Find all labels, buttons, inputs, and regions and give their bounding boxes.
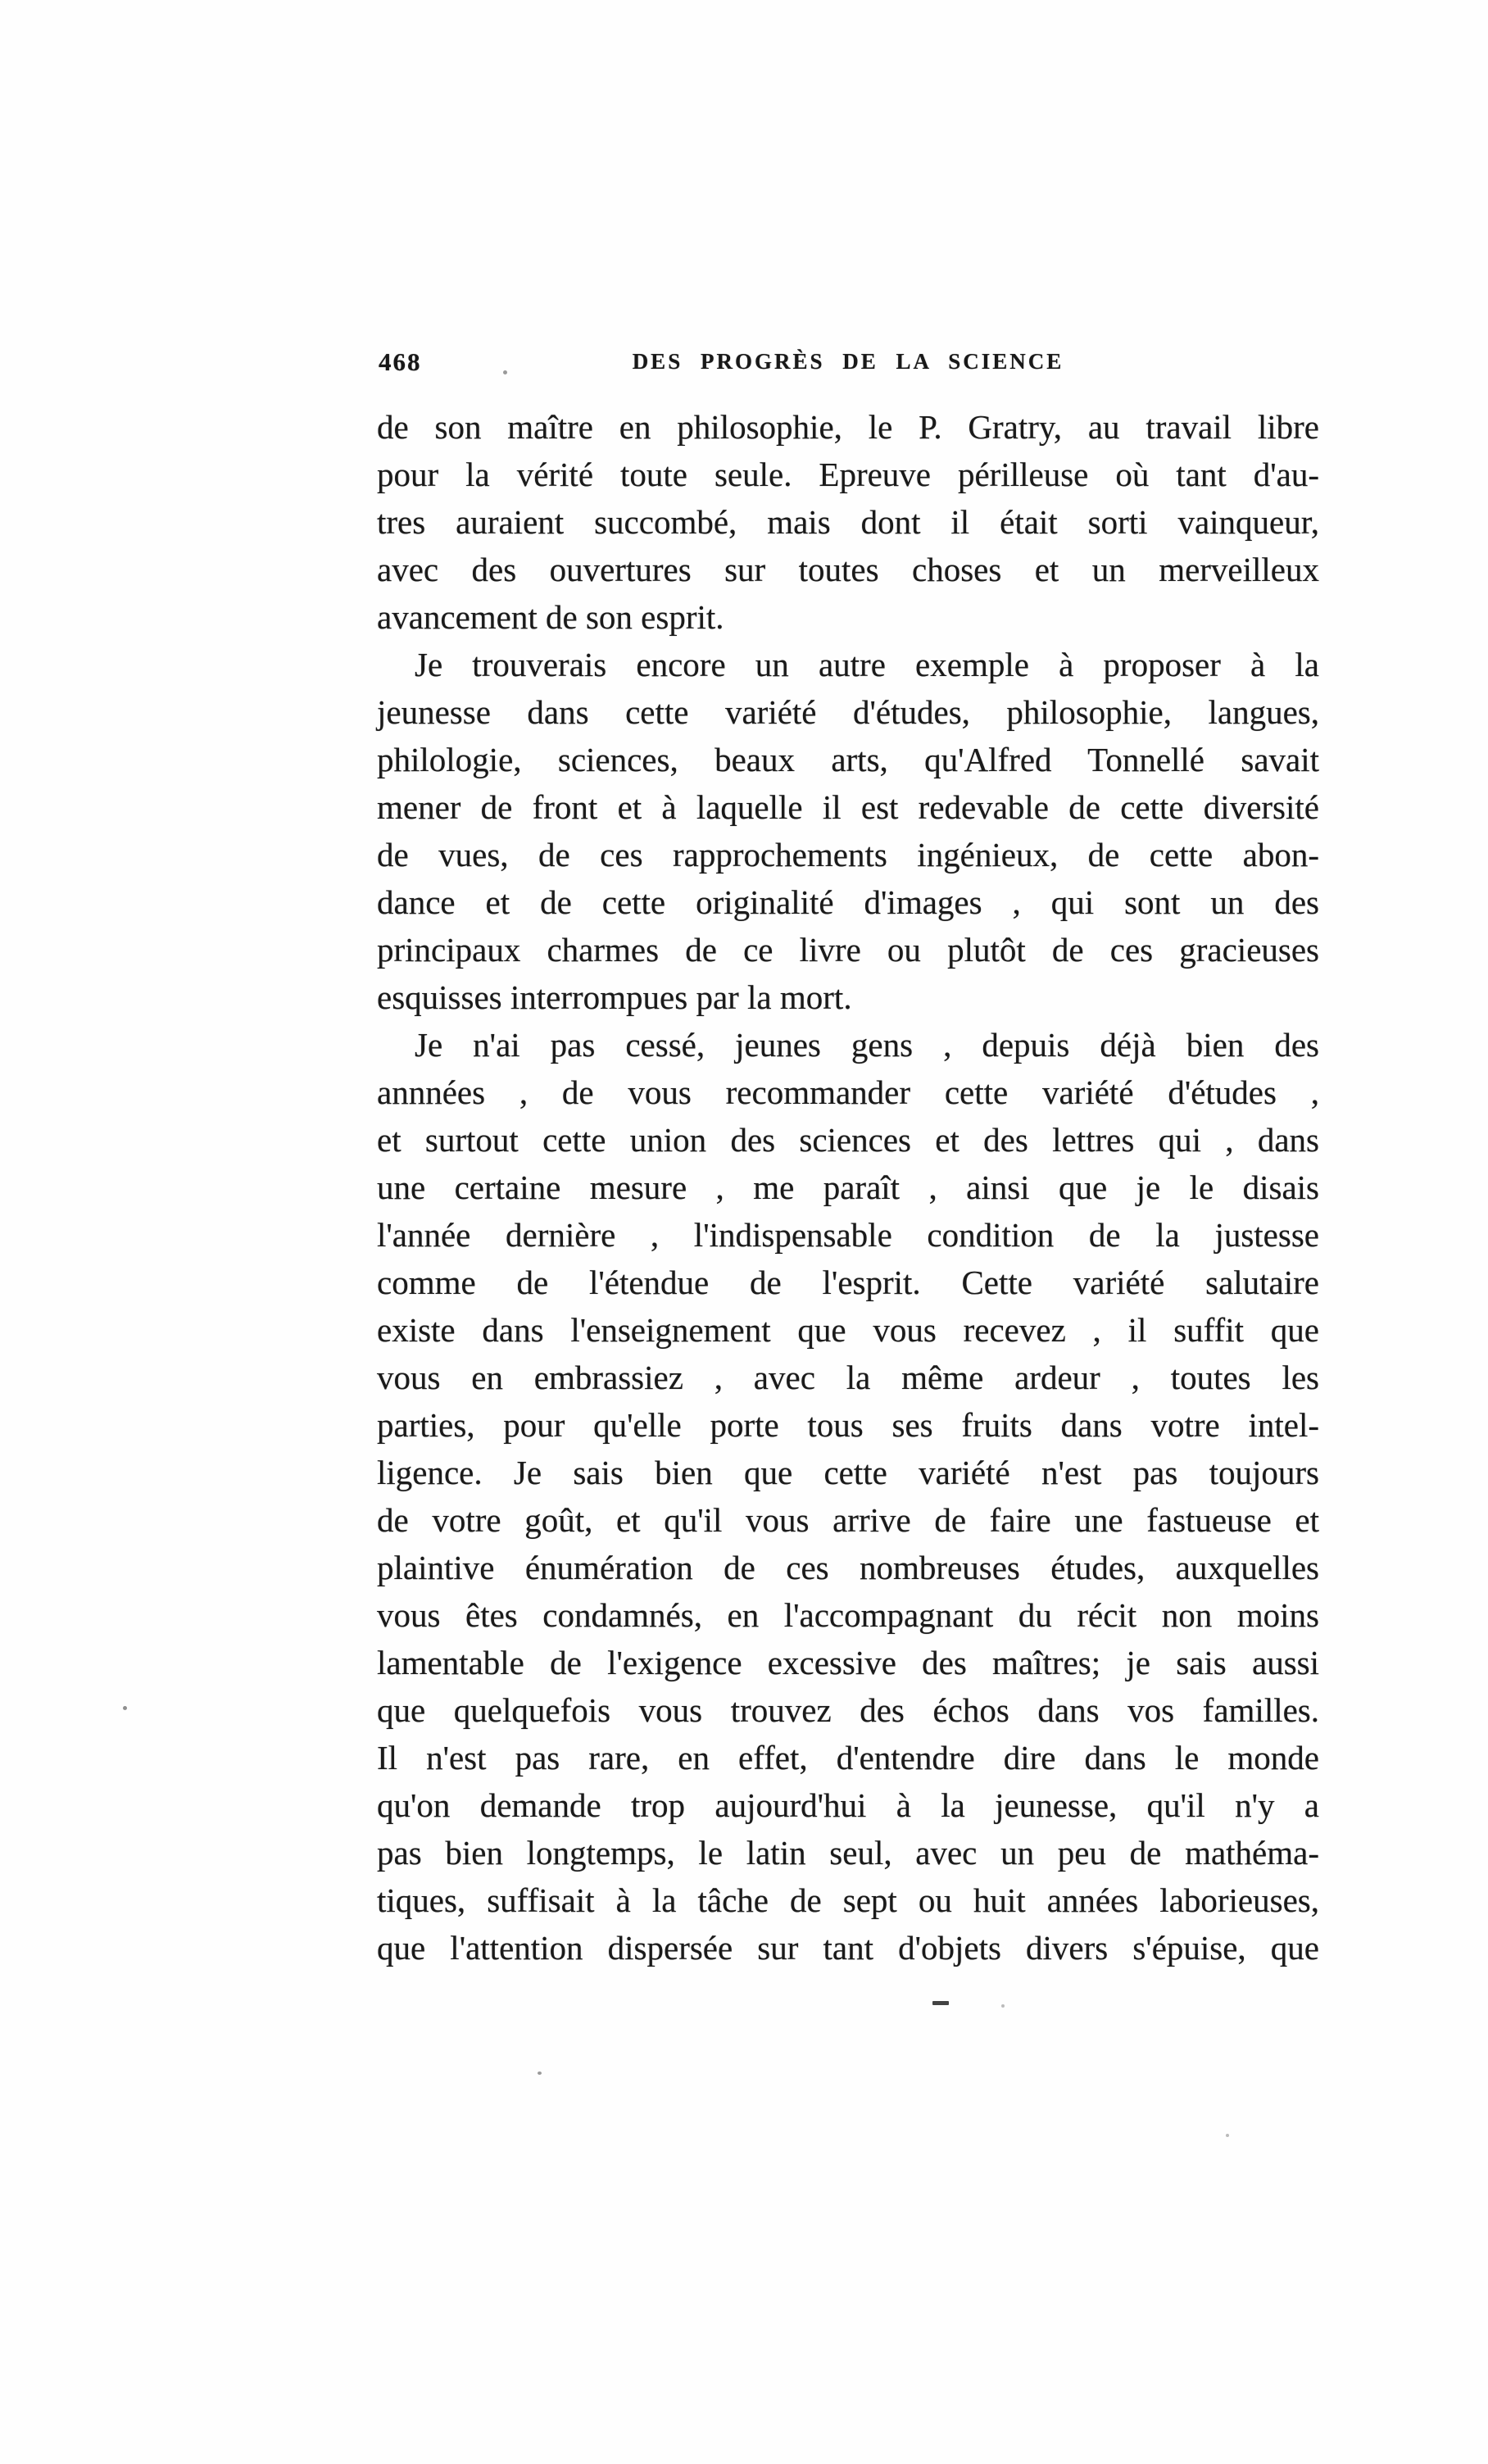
page-body xyxy=(377,403,1319,1972)
text-line: tres auraient succombé, mais dont il était sorti vainqueur, xyxy=(377,503,1319,541)
text-line: Je n'ai pas cessé, jeunes gens , depuis déjà bien des xyxy=(415,1026,1319,1064)
page-number: 468 xyxy=(379,347,422,376)
text-line: vous êtes condamnés, en l'accompagnant du récit non moins xyxy=(377,1596,1319,1634)
text-line: lamentable de l'exigence excessive des maîtres; je sais aussi xyxy=(377,1644,1319,1681)
text-line: que quelquefois vous trouvez des échos dans vos familles. xyxy=(377,1691,1319,1729)
text-line: esquisses interrompues par la mort. xyxy=(377,978,852,1016)
text-line: une certaine mesure , me paraît , ainsi que je le disais xyxy=(377,1168,1319,1206)
text-line: qu'on demande trop aujourd'hui à la jeunesse, qu'il n'y a xyxy=(377,1786,1319,1824)
paragraph xyxy=(377,1021,1319,1972)
text-line: Il n'est pas rare, en effet, d'entendre dire dans le monde xyxy=(377,1739,1319,1777)
text-line: philologie, sciences, beaux arts, qu'Alfred Tonnellé savait xyxy=(377,741,1319,778)
text-line: Je trouverais encore un autre exemple à proposer à la xyxy=(415,646,1319,683)
running-title: DES PROGRÈS DE LA SCIENCE xyxy=(632,349,1064,374)
text-line: comme de l'étendue de l'esprit. Cette variété salutaire xyxy=(377,1264,1319,1301)
scan-artifact-dash xyxy=(932,2001,949,2005)
text-line: de son maître en philosophie, le P. Gratry, au travail libre xyxy=(377,408,1319,446)
text-line: pas bien longtemps, le latin seul, avec un peu de mathéma- xyxy=(377,1834,1319,1872)
text-line: principaux charmes de ce livre ou plutôt de ces gracieuses xyxy=(377,931,1319,969)
text-line: existe dans l'enseignement que vous recevez , il suffit que xyxy=(377,1311,1319,1349)
text-line: que l'attention dispersée sur tant d'objets divers s'épuise, que xyxy=(377,1929,1319,1967)
scan-speck xyxy=(503,370,507,374)
scan-speck xyxy=(538,2071,542,2075)
scan-speck xyxy=(123,1706,127,1710)
page-header xyxy=(377,347,1319,383)
text-line: vous en embrassiez , avec la même ardeur , toutes les xyxy=(377,1359,1319,1396)
paragraph xyxy=(377,641,1319,1021)
text-line: de vues, de ces rapprochements ingénieux, de cette abon- xyxy=(377,836,1319,874)
text-line: et surtout cette union des sciences et des lettres qui , dans xyxy=(377,1121,1319,1159)
text-line: de votre goût, et qu'il vous arrive de faire une fastueuse et xyxy=(377,1501,1319,1539)
text-line: pour la vérité toute seule. Epreuve périlleuse où tant d'au- xyxy=(377,456,1319,493)
text-line: plaintive énumération de ces nombreuses études, auxquelles xyxy=(377,1549,1319,1586)
text-line: tiques, suffisait à la tâche de sept ou huit années laborieuses, xyxy=(377,1881,1319,1919)
scan-speck xyxy=(1001,2004,1005,2008)
scan-speck xyxy=(1226,2134,1229,2137)
text-line: l'année dernière , l'indispensable condition de la justesse xyxy=(377,1216,1319,1254)
text-line: avec des ouvertures sur toutes choses et un merveilleux xyxy=(377,551,1319,588)
paragraph xyxy=(377,403,1319,641)
text-line: jeunesse dans cette variété d'études, philosophie, langues, xyxy=(377,693,1319,731)
text-line: mener de front et à laquelle il est redevable de cette diversité xyxy=(377,788,1319,826)
text-line: parties, pour qu'elle porte tous ses fruits dans votre intel- xyxy=(377,1406,1319,1444)
text-line: ligence. Je sais bien que cette variété n'est pas toujours xyxy=(377,1454,1319,1491)
text-line: annnées , de vous recommander cette variété d'études , xyxy=(377,1073,1319,1111)
text-line: dance et de cette originalité d'images , qui sont un des xyxy=(377,883,1319,921)
text-line: avancement de son esprit. xyxy=(377,598,724,636)
